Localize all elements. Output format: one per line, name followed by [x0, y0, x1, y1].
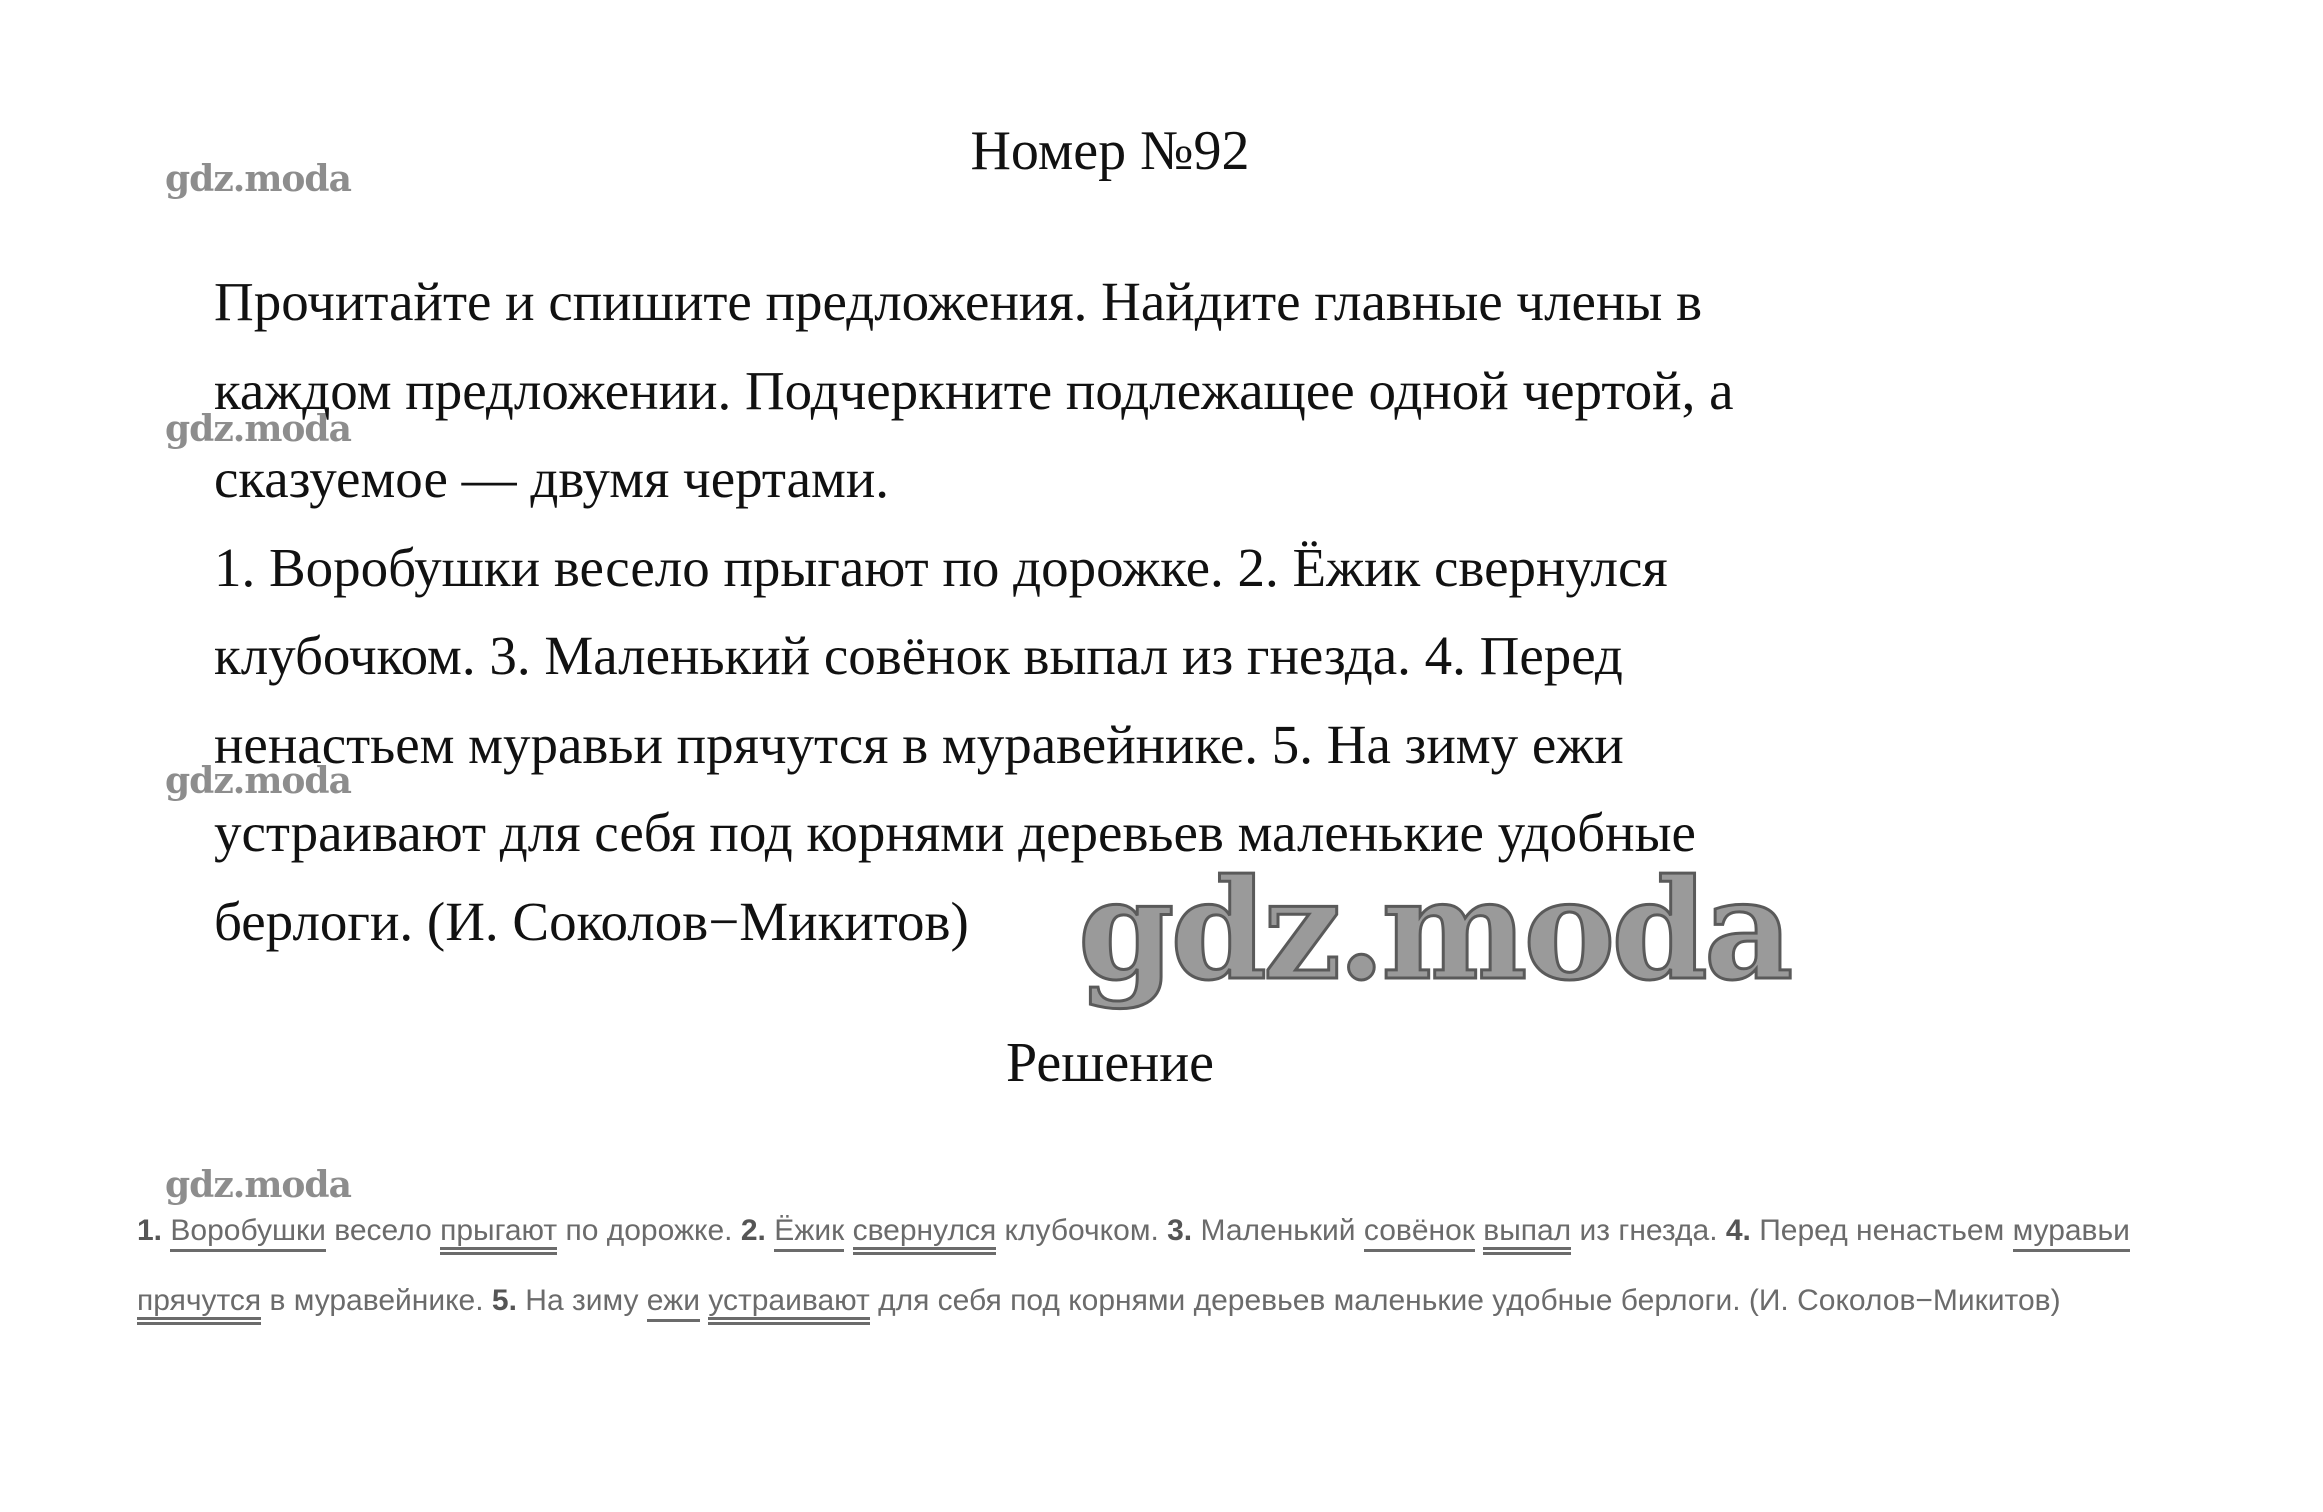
answer-line: [137, 1266, 2317, 1336]
task-line: сказуемое — двумя чертами.: [214, 448, 890, 509]
predicate-word: свернулся: [853, 1214, 997, 1255]
answer-text-segment: весело: [325, 1214, 441, 1247]
subject-word: Воробушки: [170, 1214, 326, 1252]
watermark-logo: gdz.moda: [165, 158, 351, 200]
answer-text-segment: [766, 1214, 774, 1247]
predicate-word: выпал: [1483, 1214, 1571, 1255]
watermark-logo-large: gdz.moda: [1078, 848, 1790, 1011]
answer-text: [137, 1196, 2317, 1336]
predicate-word: устраивают: [708, 1284, 869, 1325]
sentence-number: 2.: [740, 1214, 766, 1247]
task-line: 1. Воробушки весело прыгают по дорожке. 2. Ёжик свернулся: [214, 536, 1668, 598]
watermark-logo: gdz.moda: [165, 408, 351, 450]
answer-text-segment: для себя под корнями деревьев маленькие удобные берлоги. (И. Соколов−Микитов): [869, 1284, 2061, 1317]
task-line: ненастьем муравьи прячутся в муравейнике. 5. На зиму ежи: [214, 713, 1624, 775]
subject-word: муравьи: [2013, 1214, 2130, 1252]
answer-text-segment: [1475, 1214, 1483, 1247]
sentence-number: 1.: [137, 1214, 163, 1247]
subject-word: совёнок: [1364, 1214, 1475, 1252]
sentence-number: 3.: [1167, 1214, 1193, 1247]
subject-word: ежи: [647, 1284, 700, 1322]
task-line: Прочитайте и спишите предложения. Найдите главные члены в: [214, 271, 1703, 332]
task-line: каждом предложении. Подчеркните подлежащее одной чертой, а: [214, 359, 1734, 421]
task-line: клубочком. 3. Маленький совёнок выпал из гнезда. 4. Перед: [214, 625, 1623, 686]
answer-text-segment: клубочком.: [996, 1214, 1168, 1247]
answer-text-segment: Маленький: [1192, 1214, 1364, 1247]
answer-text-segment: [844, 1214, 852, 1247]
sentence-number: 5.: [491, 1284, 517, 1317]
page-title: Номер №92: [970, 120, 1250, 182]
subject-word: Ёжик: [774, 1214, 844, 1252]
task-line: устраивают для себя под корнями деревьев маленькие удобные: [214, 802, 1696, 863]
watermark-logo: gdz.moda: [165, 1164, 351, 1206]
watermark-logo: gdz.moda: [165, 760, 351, 802]
predicate-word: прячутся: [137, 1284, 261, 1325]
predicate-word: прыгают: [440, 1214, 557, 1255]
answer-text-segment: из гнезда.: [1571, 1214, 1726, 1247]
answer-line: [137, 1196, 2317, 1266]
answer-text-segment: по дорожке.: [557, 1214, 741, 1247]
task-line: берлоги. (И. Соколов−Микитов): [214, 890, 969, 952]
answer-text-segment: в муравейнике.: [261, 1284, 492, 1317]
sentence-number: 4.: [1725, 1214, 1751, 1247]
answer-text-segment: На зиму: [516, 1284, 647, 1317]
answer-text-segment: Перед ненастьем: [1750, 1214, 2013, 1247]
solution-heading: Решение: [1005, 1032, 1215, 1094]
